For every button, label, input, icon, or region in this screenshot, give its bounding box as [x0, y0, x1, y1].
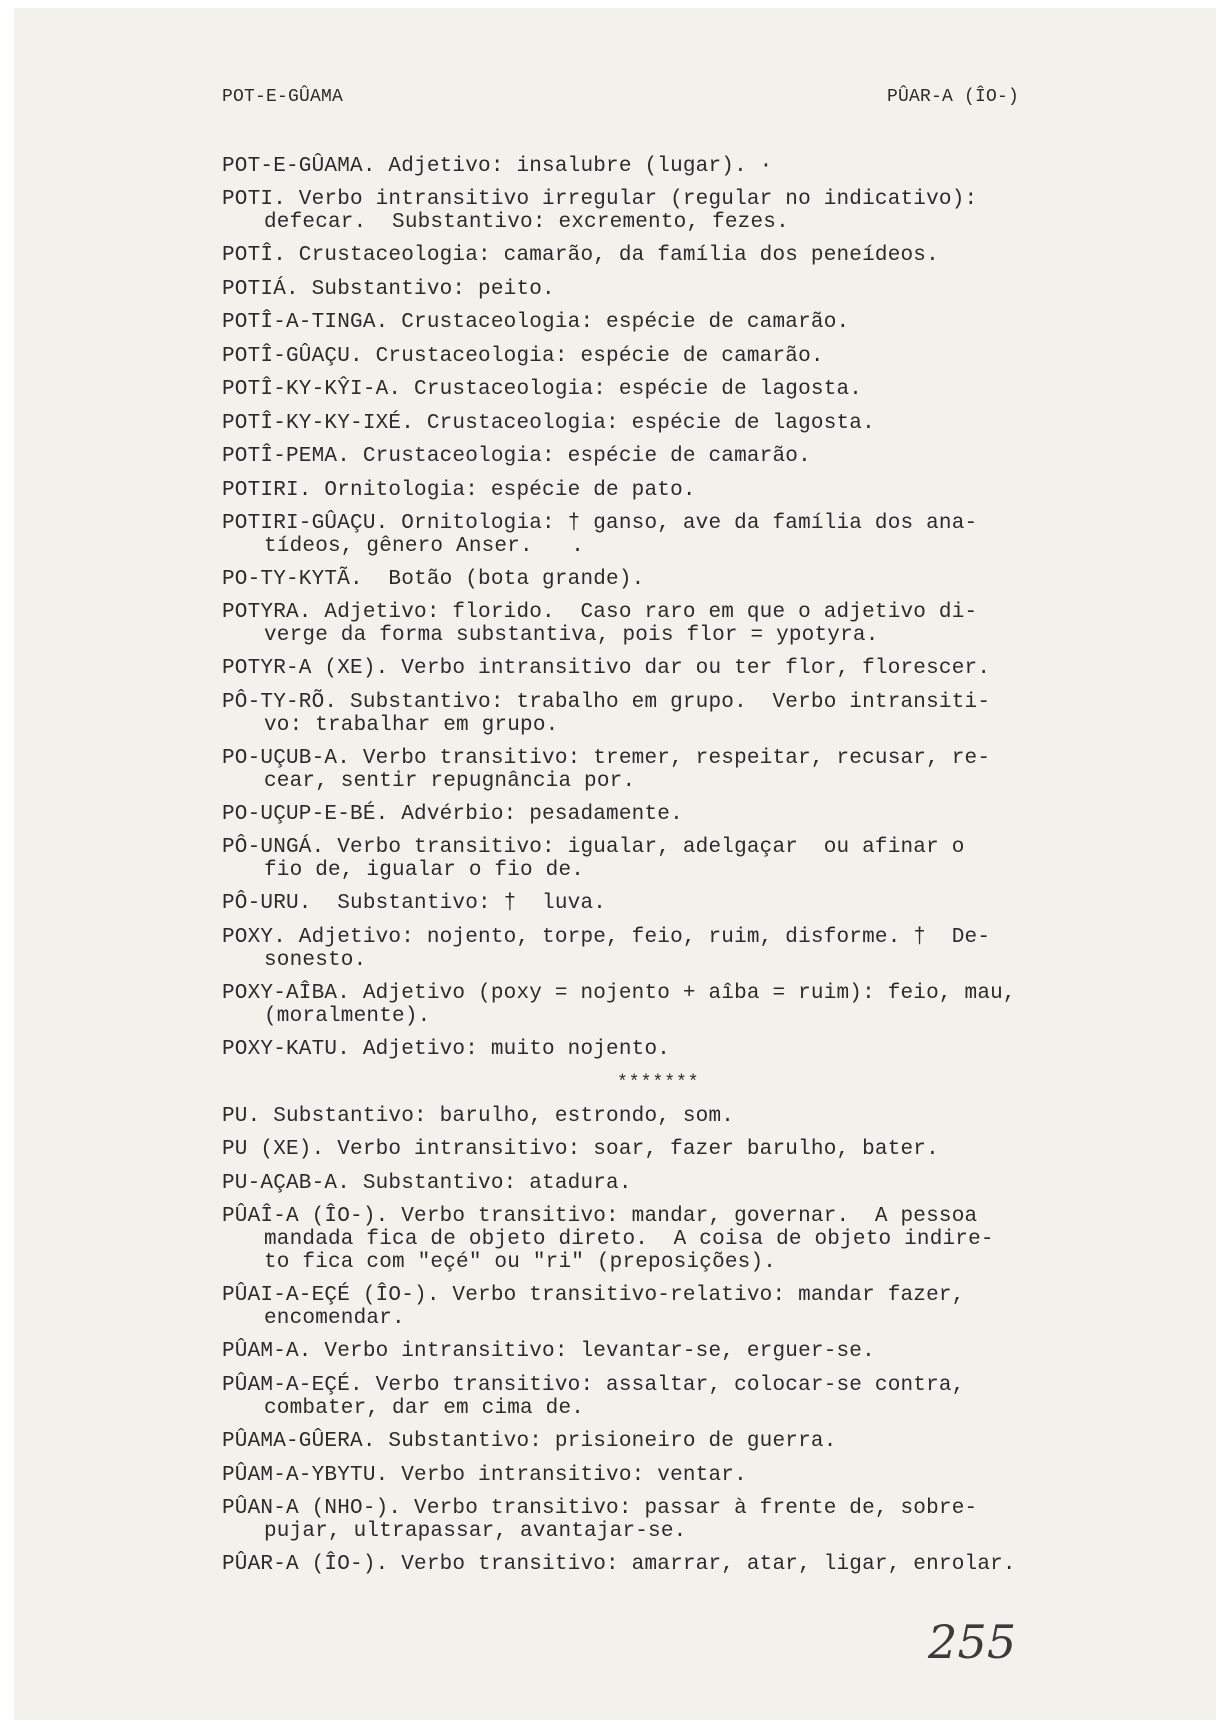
entry-line: PÛAM-A-YBYTU. Verbo intransitivo: ventar. — [222, 1464, 747, 1487]
entry-line: POTÎ. Crustaceologia: camarão, da família dos peneídeos. — [222, 244, 939, 267]
entry-line: POTIRI-GÛAÇU. Ornitologia: † ganso, ave da família dos ana- — [222, 512, 978, 535]
dictionary-entry — [222, 412, 1082, 435]
entry-line: PO-UÇUB-A. Verbo transitivo: tremer, respeitar, recusar, re- — [222, 747, 991, 770]
dictionary-entry — [222, 691, 1082, 737]
entry-line: POTIRI. Ornitologia: espécie de pato. — [222, 479, 696, 502]
dictionary-entry — [222, 345, 1082, 368]
dictionary-entry — [222, 512, 1082, 558]
entry-line: PÛAI-A-EÇÉ (ÎO-). Verbo transitivo-relativo: mandar fazer, — [222, 1284, 965, 1307]
dictionary-entry — [222, 657, 1082, 680]
entry-line: POTÎ-GÛAÇU. Crustaceologia: espécie de camarão. — [222, 345, 824, 368]
entry-line: PÔ-UNGÁ. Verbo transitivo: igualar, adelgaçar ou afinar o — [222, 836, 965, 859]
entry-line: POTYRA. Adjetivo: florido. Caso raro em que o adjetivo di- — [222, 601, 978, 624]
entry-line: pujar, ultrapassar, avantajar-se. — [264, 1520, 687, 1543]
dictionary-entry — [222, 803, 1082, 826]
dictionary-entry — [222, 892, 1082, 915]
entry-line: POTI. Verbo intransitivo irregular (regular no indicativo): — [222, 188, 978, 211]
entry-line: combater, dar em cima de. — [264, 1397, 585, 1420]
entry-line: PÔ-URU. Substantivo: † luva. — [222, 892, 607, 915]
entry-line: POTÎ-A-TINGA. Crustaceologia: espécie de camarão. — [222, 311, 850, 334]
entry-line: (moralmente). — [264, 1005, 431, 1028]
dictionary-entry — [222, 244, 1082, 267]
entry-line: sonesto. — [264, 949, 367, 972]
dictionary-entry — [222, 1284, 1082, 1330]
running-header-left: POT-E-GÛAMA — [222, 87, 344, 107]
dictionary-entry — [222, 1497, 1082, 1543]
entry-line: verge da forma substantiva, pois flor = ypotyra. — [264, 624, 879, 647]
entry-line: POTÎ-KY-KY-IXÉ. Crustaceologia: espécie de lagosta. — [222, 412, 875, 435]
entry-line: PÛAMA-GÛERA. Substantivo: prisioneiro de guerra. — [222, 1430, 837, 1453]
entry-line: POXY. Adjetivo: nojento, torpe, feio, ruim, disforme. † De- — [222, 926, 991, 949]
handwritten-page-number: 255 — [928, 1615, 1017, 1669]
dictionary-entry — [222, 1172, 1082, 1195]
entry-line: defecar. Substantivo: excremento, fezes. — [264, 211, 789, 234]
section-separator: ******* — [617, 1073, 700, 1093]
dictionary-entry — [222, 1138, 1082, 1161]
entry-line: cear, sentir repugnância por. — [264, 770, 636, 793]
dictionary-entry — [222, 188, 1082, 234]
dictionary-entry — [222, 568, 1082, 591]
dictionary-entry — [222, 747, 1082, 793]
dictionary-entry — [222, 155, 1082, 178]
entry-line: to fica com "eçé" ou "ri" (preposições). — [264, 1251, 777, 1274]
entry-line: POTÎ-KY-KŶI-A. Crustaceologia: espécie de lagosta. — [222, 378, 863, 401]
entry-line: PO-TY-KYTÃ. Botão (bota grande). — [222, 568, 645, 591]
entry-line: POTYR-A (XE). Verbo intransitivo dar ou ter flor, florescer. — [222, 657, 991, 680]
running-header-right: PÛAR-A (ÎO-) — [887, 87, 1020, 107]
dictionary-entry — [222, 311, 1082, 334]
dictionary-entry — [222, 1553, 1082, 1576]
dictionary-entry — [222, 836, 1082, 882]
entry-line: PU (XE). Verbo intransitivo: soar, fazer barulho, bater. — [222, 1138, 939, 1161]
dictionary-entry — [222, 378, 1082, 401]
entry-line: tídeos, gênero Anser. . — [264, 535, 585, 558]
entry-line: PU. Substantivo: barulho, estrondo, som. — [222, 1105, 735, 1128]
dictionary-entry — [222, 1464, 1082, 1487]
dictionary-entry — [222, 1374, 1082, 1420]
dictionary-entry — [222, 445, 1082, 468]
entry-line: fio de, igualar o fio de. — [264, 859, 585, 882]
dictionary-entry — [222, 1105, 1082, 1128]
entry-line: PÛAN-A (NHO-). Verbo transitivo: passar à frente de, sobre- — [222, 1497, 978, 1520]
entry-line: POT-E-GÛAMA. Adjetivo: insalubre (lugar). · — [222, 155, 773, 178]
dictionary-entry — [222, 601, 1082, 647]
entry-line: PÛAM-A. Verbo intransitivo: levantar-se, erguer-se. — [222, 1340, 875, 1363]
dictionary-entry — [222, 1205, 1082, 1274]
entry-line: PÔ-TY-RÕ. Substantivo: trabalho em grupo. Verbo intransiti- — [222, 691, 991, 714]
entry-line: POXY-AÎBA. Adjetivo (poxy = nojento + aîba = ruim): feio, mau, — [222, 982, 1016, 1005]
dictionary-entry — [222, 1340, 1082, 1363]
entry-line: POTÎ-PEMA. Crustaceologia: espécie de camarão. — [222, 445, 811, 468]
entry-line: POTIÁ. Substantivo: peito. — [222, 278, 555, 301]
dictionary-entry — [222, 479, 1082, 502]
entry-line: PÛAM-A-EÇÉ. Verbo transitivo: assaltar, colocar-se contra, — [222, 1374, 965, 1397]
entry-line: POXY-KATU. Adjetivo: muito nojento. — [222, 1038, 671, 1061]
entry-line: PO-UÇUP-E-BÉ. Advérbio: pesadamente. — [222, 803, 683, 826]
dictionary-entry — [222, 1430, 1082, 1453]
dictionary-entry — [222, 278, 1082, 301]
entry-line: mandada fica de objeto direto. A coisa de objeto indire- — [264, 1228, 994, 1251]
entry-line: PU-AÇAB-A. Substantivo: atadura. — [222, 1172, 632, 1195]
entry-line: PÛAÎ-A (ÎO-). Verbo transitivo: mandar, governar. A pessoa — [222, 1205, 978, 1228]
entry-line: encomendar. — [264, 1307, 405, 1330]
entry-line: PÛAR-A (ÎO-). Verbo transitivo: amarrar, atar, ligar, enrolar. — [222, 1553, 1016, 1576]
entry-line: vo: trabalhar em grupo. — [264, 714, 559, 737]
dictionary-entry — [222, 982, 1082, 1028]
dictionary-entry — [222, 1038, 1082, 1061]
dictionary-entry — [222, 926, 1082, 972]
